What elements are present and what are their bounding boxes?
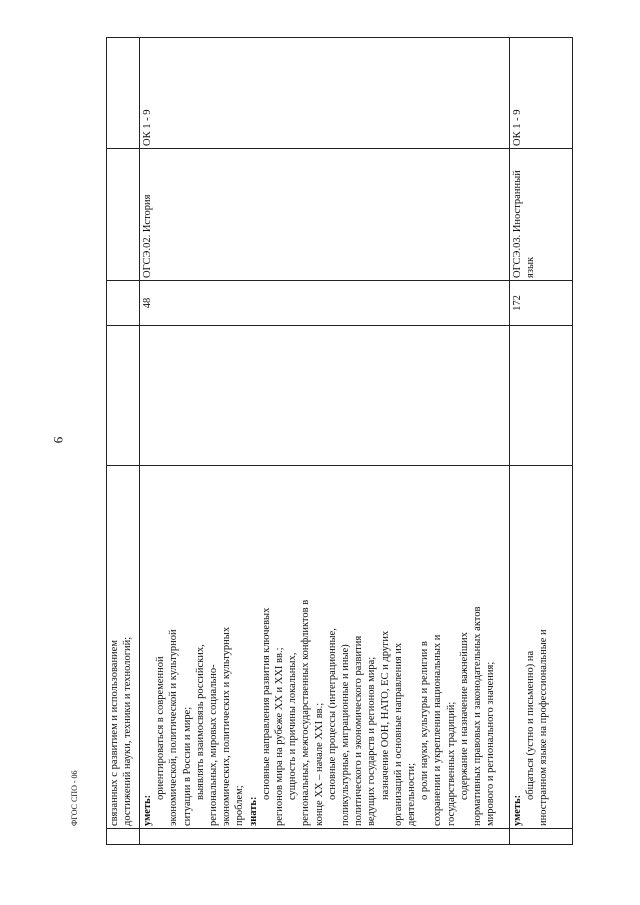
text-line: проблем; <box>234 785 246 826</box>
text-line: содержание и назначение важнейших <box>458 632 470 800</box>
table-cell-index <box>140 829 510 845</box>
text-line: организаций и основные направления их <box>392 642 404 826</box>
rotated-table-wrapper <box>106 38 573 845</box>
table-row <box>510 38 573 845</box>
row-text <box>108 468 134 826</box>
text-line: ситуации в России и мире; <box>181 706 193 826</box>
table-cell-hours <box>107 281 140 326</box>
table-cell-content <box>510 466 573 829</box>
text-line: региональных, мировых социально- <box>208 664 220 826</box>
table-cell-index <box>107 829 140 845</box>
table-cell-discipline: ОГСЭ.02. История <box>140 149 510 281</box>
section-heading: знать: <box>247 796 259 826</box>
table-cell-discipline <box>107 149 140 281</box>
table-cell-competencies: ОК 1 - 9 <box>510 38 573 149</box>
table-cell-empty <box>107 326 140 466</box>
text-line: сохранении и укреплении национальных и <box>432 634 444 826</box>
text-line: основные направления развития ключевых <box>260 607 272 800</box>
text-line: нормативных правовых и законодательных актов <box>472 606 484 826</box>
text-line: связанных с развитием и использованием <box>109 640 120 826</box>
text-line: ориентироваться в современной <box>155 656 167 800</box>
table-cell-empty <box>510 326 573 466</box>
text-line: региональных, межгосударственных конфликтов в <box>300 599 312 826</box>
text-line: основные процессы (интеграционные, <box>326 628 338 800</box>
text-line: политического и экономического развития <box>353 635 365 826</box>
footer-code: ФГОС СПО - 06 <box>70 770 79 826</box>
text-line: ведущих государств и регионов мира; <box>366 656 378 826</box>
text-line: достижений науки, техники и технологий; <box>122 636 134 826</box>
table-row <box>140 38 510 845</box>
table-cell-discipline: ОГСЭ.03. Иностранный язык <box>510 149 573 281</box>
text-line: экономической, политической и культурной <box>168 629 180 826</box>
text-line: о роли науки, культуры и религии в <box>419 641 431 800</box>
text-line: государственных традиций; <box>445 701 457 826</box>
section-heading: уметь: <box>142 794 153 826</box>
page-number: 9 <box>51 436 66 444</box>
text-line: регионов мира на рубеже XX и XXI вв.; <box>274 647 286 826</box>
table-cell-empty <box>140 326 510 466</box>
table-cell-content <box>107 466 140 829</box>
table-cell-index <box>510 829 573 845</box>
row-text <box>511 468 551 826</box>
text-line: выявлять взаимосвязь российских, <box>194 644 206 800</box>
text-line: назначение ООН, НАТО, ЕС и других <box>379 630 391 800</box>
table-cell-hours: 172 <box>510 281 573 326</box>
row-text <box>141 468 497 826</box>
text-line: конце XX – начале XXI вв.; <box>313 702 325 826</box>
table-cell-hours: 48 <box>140 281 510 326</box>
table-cell-competencies: ОК 1 - 9 <box>140 38 510 149</box>
table-cell-competencies <box>107 38 140 149</box>
table-cell-content <box>140 466 510 829</box>
text-line: мирового и регионального значения; <box>485 661 497 826</box>
curriculum-table <box>106 37 573 845</box>
text-line: экономических, политических и культурных <box>221 626 233 826</box>
text-line: сущность и причины локальных, <box>287 652 299 800</box>
section-heading: уметь: <box>512 794 523 826</box>
text-line: иностранном языке на профессиональные и <box>538 629 550 826</box>
text-line: поликультурные, миграционные и иные) <box>340 644 352 826</box>
table-row <box>107 38 140 845</box>
text-line: общаться (устно и письменно) на <box>525 650 537 800</box>
text-line: деятельности; <box>406 762 418 826</box>
